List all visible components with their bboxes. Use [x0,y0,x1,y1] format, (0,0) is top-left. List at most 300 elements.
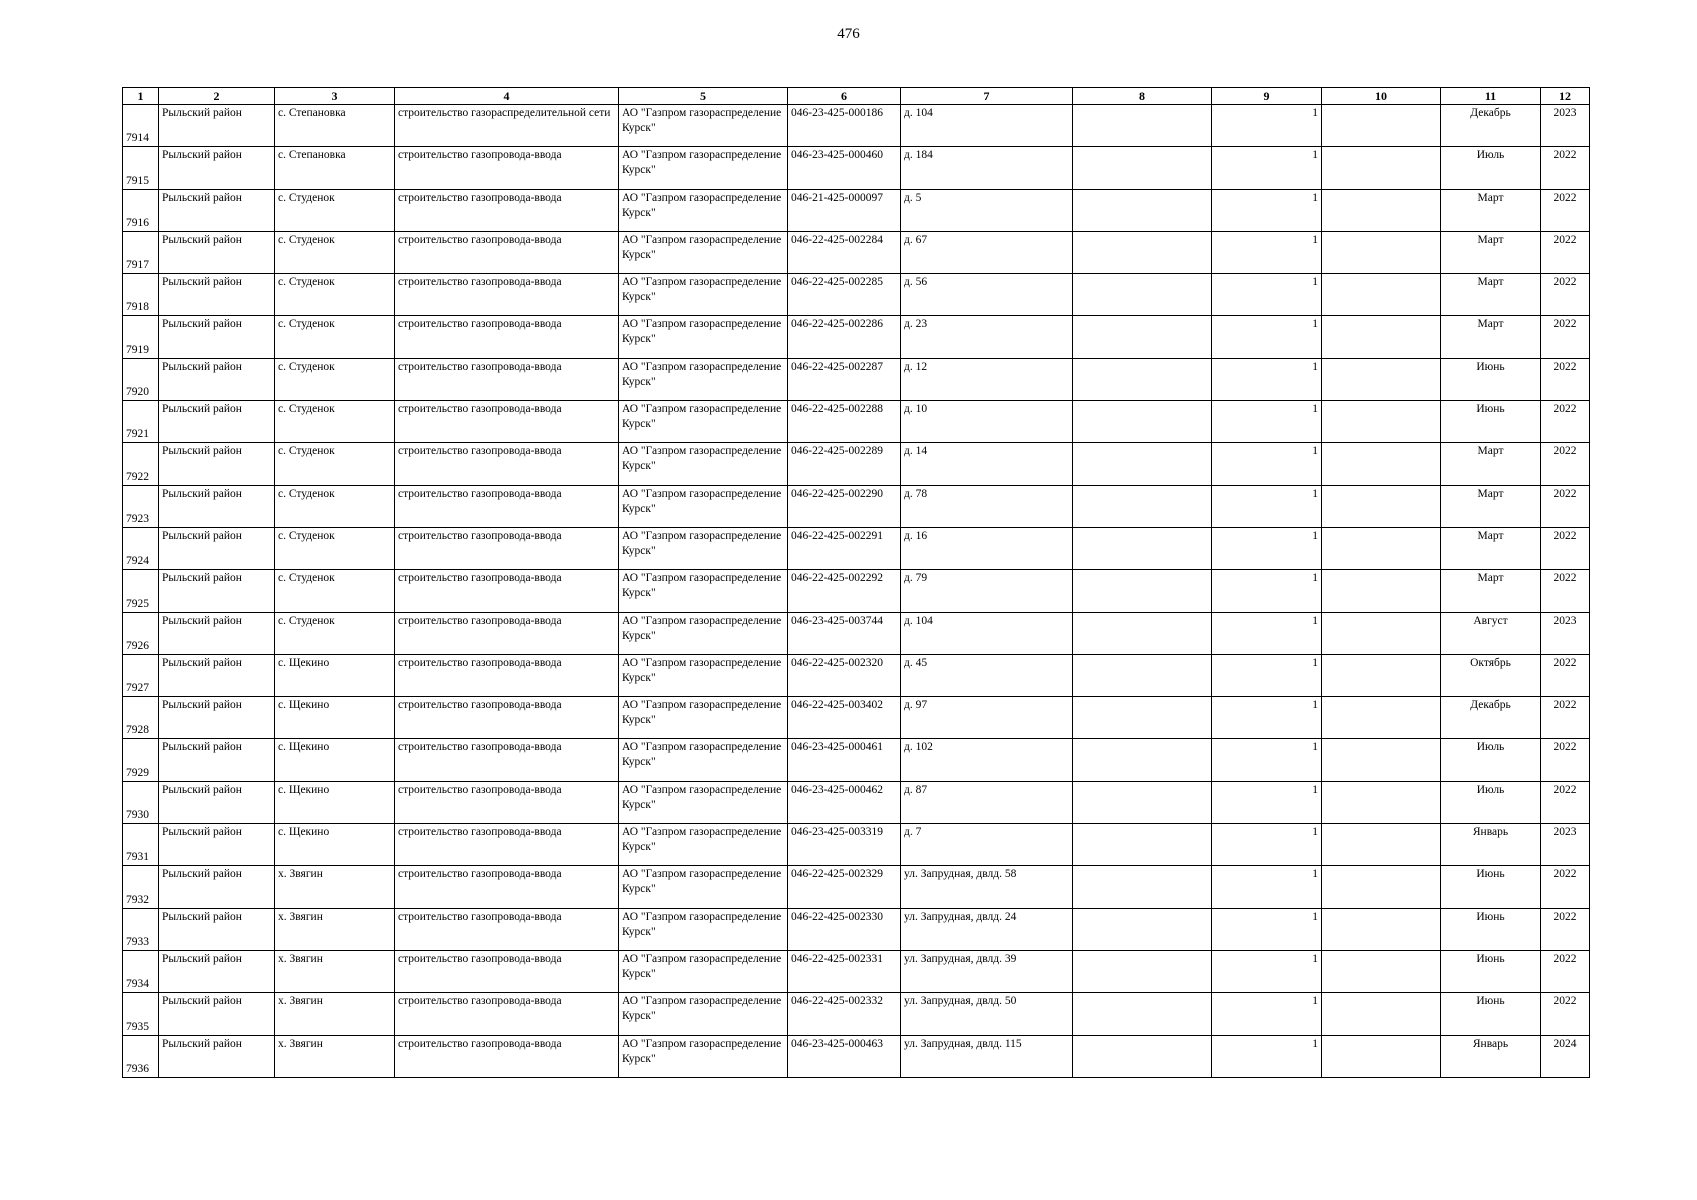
year-cell: 2022 [1541,485,1590,527]
table-row [123,950,1590,992]
address-cell: д. 97 [901,697,1073,739]
district-cell: Рыльский район [159,316,275,358]
row-number-cell: 7935 [123,993,159,1035]
month-cell: Июль [1441,147,1541,189]
year-cell: 2022 [1541,189,1590,231]
work-type-cell: строительство газопровода-ввода [395,654,619,696]
column-10-cell [1322,274,1441,316]
column-10-cell [1322,1035,1441,1077]
organization-cell: АО "Газпром газораспределение Курск" [619,231,788,273]
month-cell: Июнь [1441,358,1541,400]
organization-cell: АО "Газпром газораспределение Курск" [619,697,788,739]
column-header: 2 [159,88,275,105]
year-cell: 2023 [1541,612,1590,654]
year-cell: 2022 [1541,739,1590,781]
work-type-cell: строительство газопровода-ввода [395,147,619,189]
year-cell: 2022 [1541,231,1590,273]
district-cell: Рыльский район [159,401,275,443]
organization-cell: АО "Газпром газораспределение Курск" [619,739,788,781]
district-cell: Рыльский район [159,950,275,992]
column-8-cell [1073,189,1212,231]
column-header: 11 [1441,88,1541,105]
table-row [123,654,1590,696]
settlement-cell: х. Звягин [275,908,395,950]
code-cell: 046-23-425-003319 [788,824,901,866]
row-number-cell: 7924 [123,527,159,569]
table-row [123,316,1590,358]
month-cell: Март [1441,274,1541,316]
year-cell: 2022 [1541,950,1590,992]
district-cell: Рыльский район [159,1035,275,1077]
table-row [123,866,1590,908]
column-8-cell [1073,908,1212,950]
work-type-cell: строительство газопровода-ввода [395,908,619,950]
year-cell: 2022 [1541,443,1590,485]
code-cell: 046-22-425-002290 [788,485,901,527]
column-header: 7 [901,88,1073,105]
organization-cell: АО "Газпром газораспределение Курск" [619,189,788,231]
work-type-cell: строительство газопровода-ввода [395,401,619,443]
year-cell: 2022 [1541,358,1590,400]
year-cell: 2022 [1541,781,1590,823]
quantity-cell: 1 [1212,485,1322,527]
work-type-cell: строительство газопровода-ввода [395,866,619,908]
column-10-cell [1322,824,1441,866]
quantity-cell: 1 [1212,866,1322,908]
code-cell: 046-23-425-000463 [788,1035,901,1077]
quantity-cell: 1 [1212,358,1322,400]
work-type-cell: строительство газопровода-ввода [395,993,619,1035]
month-cell: Июнь [1441,908,1541,950]
district-cell: Рыльский район [159,527,275,569]
district-cell: Рыльский район [159,697,275,739]
month-cell: Октябрь [1441,654,1541,696]
column-8-cell [1073,485,1212,527]
settlement-cell: с. Степановка [275,147,395,189]
column-8-cell [1073,1035,1212,1077]
quantity-cell: 1 [1212,316,1322,358]
settlement-cell: с. Студенок [275,612,395,654]
table-row [123,824,1590,866]
column-header: 10 [1322,88,1441,105]
month-cell: Июль [1441,781,1541,823]
code-cell: 046-22-425-002289 [788,443,901,485]
year-cell: 2023 [1541,105,1590,147]
month-cell: Июль [1441,739,1541,781]
column-header: 6 [788,88,901,105]
quantity-cell: 1 [1212,231,1322,273]
quantity-cell: 1 [1212,781,1322,823]
table-row [123,231,1590,273]
column-8-cell [1073,443,1212,485]
table-row [123,527,1590,569]
column-header: 3 [275,88,395,105]
work-type-cell: строительство газопровода-ввода [395,1035,619,1077]
code-cell: 046-22-425-002291 [788,527,901,569]
work-type-cell: строительство газопровода-ввода [395,570,619,612]
code-cell: 046-22-425-002330 [788,908,901,950]
quantity-cell: 1 [1212,570,1322,612]
organization-cell: АО "Газпром газораспределение Курск" [619,612,788,654]
quantity-cell: 1 [1212,1035,1322,1077]
address-cell: д. 56 [901,274,1073,316]
settlement-cell: с. Щекино [275,654,395,696]
table-row [123,105,1590,147]
work-type-cell: строительство газопровода-ввода [395,697,619,739]
month-cell: Март [1441,443,1541,485]
work-type-cell: строительство газопровода-ввода [395,527,619,569]
district-cell: Рыльский район [159,231,275,273]
code-cell: 046-22-425-002285 [788,274,901,316]
settlement-cell: с. Студенок [275,485,395,527]
column-header: 5 [619,88,788,105]
register-table [122,87,1590,1078]
table-row [123,781,1590,823]
settlement-cell: с. Степановка [275,105,395,147]
organization-cell: АО "Газпром газораспределение Курск" [619,316,788,358]
column-8-cell [1073,993,1212,1035]
table-row [123,993,1590,1035]
column-8-cell [1073,654,1212,696]
address-cell: ул. Запрудная, двлд. 50 [901,993,1073,1035]
year-cell: 2022 [1541,316,1590,358]
column-8-cell [1073,824,1212,866]
settlement-cell: с. Студенок [275,527,395,569]
work-type-cell: строительство газопровода-ввода [395,443,619,485]
column-header: 9 [1212,88,1322,105]
code-cell: 046-22-425-002284 [788,231,901,273]
column-8-cell [1073,570,1212,612]
district-cell: Рыльский район [159,739,275,781]
row-number-cell: 7928 [123,697,159,739]
district-cell: Рыльский район [159,866,275,908]
district-cell: Рыльский район [159,189,275,231]
district-cell: Рыльский район [159,485,275,527]
settlement-cell: с. Студенок [275,401,395,443]
row-number-cell: 7923 [123,485,159,527]
row-number-cell: 7927 [123,654,159,696]
district-cell: Рыльский район [159,824,275,866]
column-10-cell [1322,739,1441,781]
row-number-cell: 7931 [123,824,159,866]
column-8-cell [1073,231,1212,273]
row-number-cell: 7920 [123,358,159,400]
month-cell: Январь [1441,1035,1541,1077]
column-10-cell [1322,401,1441,443]
code-cell: 046-22-425-002287 [788,358,901,400]
year-cell: 2022 [1541,866,1590,908]
column-10-cell [1322,908,1441,950]
organization-cell: АО "Газпром газораспределение Курск" [619,654,788,696]
address-cell: д. 184 [901,147,1073,189]
month-cell: Июнь [1441,866,1541,908]
organization-cell: АО "Газпром газораспределение Курск" [619,485,788,527]
district-cell: Рыльский район [159,612,275,654]
settlement-cell: с. Щекино [275,697,395,739]
work-type-cell: строительство газопровода-ввода [395,612,619,654]
month-cell: Декабрь [1441,697,1541,739]
column-8-cell [1073,612,1212,654]
settlement-cell: с. Студенок [275,189,395,231]
address-cell: д. 12 [901,358,1073,400]
address-cell: ул. Запрудная, двлд. 115 [901,1035,1073,1077]
code-cell: 046-22-425-003402 [788,697,901,739]
column-10-cell [1322,697,1441,739]
quantity-cell: 1 [1212,105,1322,147]
address-cell: д. 23 [901,316,1073,358]
code-cell: 046-22-425-002320 [788,654,901,696]
column-10-cell [1322,358,1441,400]
work-type-cell: строительство газопровода-ввода [395,231,619,273]
organization-cell: АО "Газпром газораспределение Курск" [619,443,788,485]
district-cell: Рыльский район [159,358,275,400]
page-number: 476 [837,26,860,42]
month-cell: Март [1441,485,1541,527]
work-type-cell: строительство газопровода-ввода [395,781,619,823]
quantity-cell: 1 [1212,401,1322,443]
district-cell: Рыльский район [159,993,275,1035]
table-row [123,739,1590,781]
column-8-cell [1073,358,1212,400]
settlement-cell: х. Звягин [275,993,395,1035]
year-cell: 2022 [1541,570,1590,612]
column-10-cell [1322,950,1441,992]
column-header: 4 [395,88,619,105]
table-row [123,612,1590,654]
organization-cell: АО "Газпром газораспределение Курск" [619,950,788,992]
header-row [123,88,1590,105]
settlement-cell: с. Студенок [275,443,395,485]
code-cell: 046-23-425-000461 [788,739,901,781]
address-cell: д. 78 [901,485,1073,527]
code-cell: 046-22-425-002286 [788,316,901,358]
column-10-cell [1322,993,1441,1035]
column-10-cell [1322,781,1441,823]
column-8-cell [1073,697,1212,739]
organization-cell: АО "Газпром газораспределение Курск" [619,105,788,147]
address-cell: д. 7 [901,824,1073,866]
table-row [123,1035,1590,1077]
work-type-cell: строительство газопровода-ввода [395,358,619,400]
row-number-cell: 7915 [123,147,159,189]
code-cell: 046-23-425-000186 [788,105,901,147]
column-8-cell [1073,527,1212,569]
settlement-cell: х. Звягин [275,950,395,992]
year-cell: 2022 [1541,274,1590,316]
column-10-cell [1322,231,1441,273]
quantity-cell: 1 [1212,993,1322,1035]
row-number-cell: 7929 [123,739,159,781]
code-cell: 046-22-425-002332 [788,993,901,1035]
address-cell: ул. Запрудная, двлд. 24 [901,908,1073,950]
column-10-cell [1322,570,1441,612]
quantity-cell: 1 [1212,739,1322,781]
code-cell: 046-23-425-000462 [788,781,901,823]
district-cell: Рыльский район [159,443,275,485]
column-10-cell [1322,147,1441,189]
quantity-cell: 1 [1212,527,1322,569]
column-8-cell [1073,105,1212,147]
column-8-cell [1073,950,1212,992]
organization-cell: АО "Газпром газораспределение Курск" [619,908,788,950]
column-10-cell [1322,105,1441,147]
settlement-cell: с. Студенок [275,274,395,316]
column-10-cell [1322,612,1441,654]
code-cell: 046-23-425-000460 [788,147,901,189]
code-cell: 046-22-425-002329 [788,866,901,908]
quantity-cell: 1 [1212,824,1322,866]
district-cell: Рыльский район [159,781,275,823]
settlement-cell: с. Щекино [275,781,395,823]
column-8-cell [1073,781,1212,823]
organization-cell: АО "Газпром газораспределение Курск" [619,527,788,569]
organization-cell: АО "Газпром газораспределение Курск" [619,401,788,443]
organization-cell: АО "Газпром газораспределение Курск" [619,866,788,908]
column-10-cell [1322,527,1441,569]
settlement-cell: с. Студенок [275,231,395,273]
organization-cell: АО "Газпром газораспределение Курск" [619,781,788,823]
row-number-cell: 7932 [123,866,159,908]
year-cell: 2022 [1541,697,1590,739]
quantity-cell: 1 [1212,189,1322,231]
settlement-cell: с. Щекино [275,739,395,781]
work-type-cell: строительство газопровода-ввода [395,274,619,316]
address-cell: д. 10 [901,401,1073,443]
address-cell: ул. Запрудная, двлд. 39 [901,950,1073,992]
settlement-cell: с. Студенок [275,316,395,358]
organization-cell: АО "Газпром газораспределение Курск" [619,358,788,400]
work-type-cell: строительство газораспределительной сети [395,105,619,147]
row-number-cell: 7926 [123,612,159,654]
column-8-cell [1073,274,1212,316]
work-type-cell: строительство газопровода-ввода [395,316,619,358]
table-row [123,443,1590,485]
district-cell: Рыльский район [159,274,275,316]
row-number-cell: 7936 [123,1035,159,1077]
year-cell: 2022 [1541,147,1590,189]
district-cell: Рыльский район [159,147,275,189]
organization-cell: АО "Газпром газораспределение Курск" [619,570,788,612]
address-cell: д. 45 [901,654,1073,696]
row-number-cell: 7916 [123,189,159,231]
settlement-cell: с. Студенок [275,570,395,612]
row-number-cell: 7914 [123,105,159,147]
table-row [123,570,1590,612]
code-cell: 046-22-425-002292 [788,570,901,612]
year-cell: 2022 [1541,908,1590,950]
year-cell: 2022 [1541,993,1590,1035]
table-row [123,147,1590,189]
code-cell: 046-21-425-000097 [788,189,901,231]
month-cell: Март [1441,316,1541,358]
column-8-cell [1073,316,1212,358]
quantity-cell: 1 [1212,654,1322,696]
month-cell: Январь [1441,824,1541,866]
code-cell: 046-22-425-002331 [788,950,901,992]
quantity-cell: 1 [1212,612,1322,654]
table-row [123,908,1590,950]
address-cell: д. 87 [901,781,1073,823]
year-cell: 2024 [1541,1035,1590,1077]
address-cell: д. 104 [901,105,1073,147]
row-number-cell: 7930 [123,781,159,823]
year-cell: 2022 [1541,401,1590,443]
organization-cell: АО "Газпром газораспределение Курск" [619,147,788,189]
year-cell: 2022 [1541,527,1590,569]
organization-cell: АО "Газпром газораспределение Курск" [619,824,788,866]
row-number-cell: 7918 [123,274,159,316]
district-cell: Рыльский район [159,654,275,696]
quantity-cell: 1 [1212,908,1322,950]
organization-cell: АО "Газпром газораспределение Курск" [619,993,788,1035]
column-header: 8 [1073,88,1212,105]
quantity-cell: 1 [1212,147,1322,189]
month-cell: Август [1441,612,1541,654]
column-8-cell [1073,866,1212,908]
settlement-cell: х. Звягин [275,1035,395,1077]
work-type-cell: строительство газопровода-ввода [395,189,619,231]
month-cell: Март [1441,570,1541,612]
code-cell: 046-23-425-003744 [788,612,901,654]
column-10-cell [1322,443,1441,485]
column-10-cell [1322,485,1441,527]
row-number-cell: 7934 [123,950,159,992]
month-cell: Декабрь [1441,105,1541,147]
column-8-cell [1073,401,1212,443]
settlement-cell: х. Звягин [275,866,395,908]
column-10-cell [1322,654,1441,696]
work-type-cell: строительство газопровода-ввода [395,824,619,866]
settlement-cell: с. Студенок [275,358,395,400]
district-cell: Рыльский район [159,105,275,147]
work-type-cell: строительство газопровода-ввода [395,950,619,992]
year-cell: 2022 [1541,654,1590,696]
column-8-cell [1073,147,1212,189]
address-cell: д. 79 [901,570,1073,612]
quantity-cell: 1 [1212,950,1322,992]
table-row [123,697,1590,739]
year-cell: 2023 [1541,824,1590,866]
address-cell: д. 5 [901,189,1073,231]
quantity-cell: 1 [1212,697,1322,739]
row-number-cell: 7917 [123,231,159,273]
organization-cell: АО "Газпром газораспределение Курск" [619,1035,788,1077]
address-cell: д. 102 [901,739,1073,781]
table-row [123,401,1590,443]
column-10-cell [1322,189,1441,231]
work-type-cell: строительство газопровода-ввода [395,739,619,781]
address-cell: д. 67 [901,231,1073,273]
column-header: 12 [1541,88,1590,105]
code-cell: 046-22-425-002288 [788,401,901,443]
quantity-cell: 1 [1212,274,1322,316]
row-number-cell: 7919 [123,316,159,358]
table-row [123,274,1590,316]
address-cell: д. 16 [901,527,1073,569]
column-header: 1 [123,88,159,105]
column-10-cell [1322,316,1441,358]
month-cell: Март [1441,231,1541,273]
month-cell: Июнь [1441,401,1541,443]
district-cell: Рыльский район [159,908,275,950]
organization-cell: АО "Газпром газораспределение Курск" [619,274,788,316]
month-cell: Июнь [1441,950,1541,992]
table-row [123,485,1590,527]
row-number-cell: 7922 [123,443,159,485]
district-cell: Рыльский район [159,570,275,612]
column-8-cell [1073,739,1212,781]
table-row [123,189,1590,231]
